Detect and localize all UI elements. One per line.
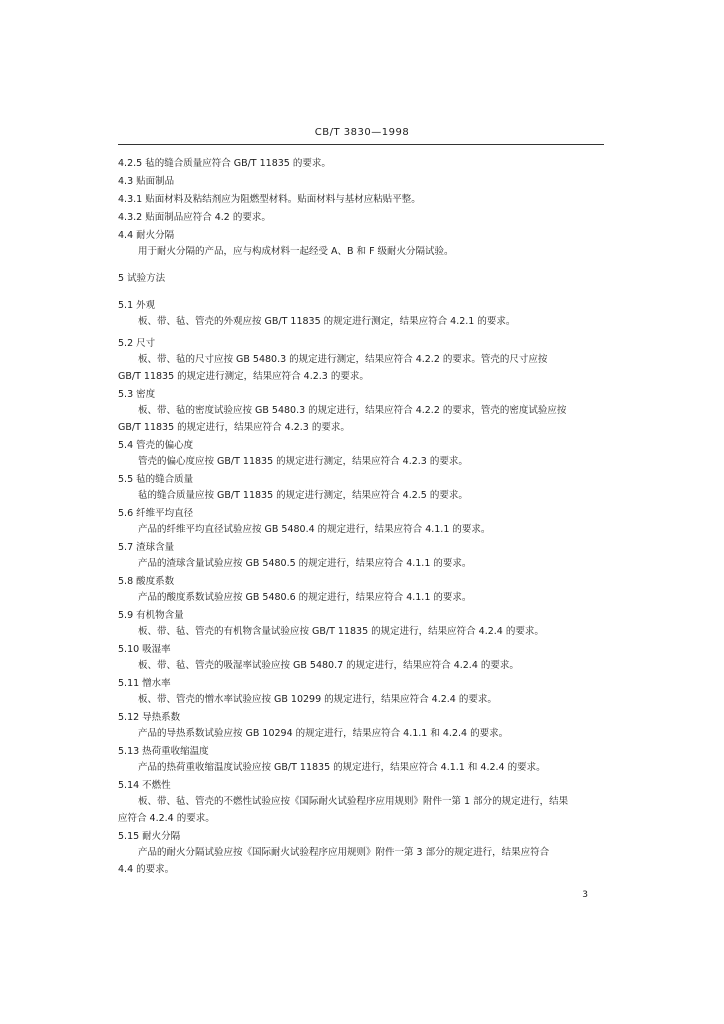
page-number: 3: [582, 890, 588, 900]
section-heading-5-14: 5.14 不燃性: [118, 780, 171, 791]
paragraph-4-4: 用于耐火分隔的产品，应与构成材料一起经受 A、B 和 F 级耐火分隔试验。: [138, 246, 454, 257]
document-body: [118, 157, 604, 876]
paragraph-5-15-line-2: 4.4 的要求。: [118, 864, 175, 875]
section-heading-5-10: 5.10 吸湿率: [118, 644, 171, 655]
section-heading-4-4: 4.4 耐火分隔: [118, 230, 175, 241]
clause-4-3-2: 4.3.2 贴面制品应符合 4.2 的要求。: [118, 212, 271, 223]
paragraph-5-13: 产品的热荷重收缩温度试验应按 GB/T 11835 的规定进行，结果应符合 4.1.1 和 4.2.4 的要求。: [138, 762, 546, 773]
paragraph-5-2-line-1: 板、带、毡的尺寸应按 GB 5480.3 的规定进行测定，结果应符合 4.2.2 的要求。管壳的尺寸应按: [138, 354, 548, 365]
paragraph-5-7: 产品的渣球含量试验应按 GB 5480.5 的规定进行，结果应符合 4.1.1 的要求。: [138, 558, 472, 569]
section-heading-5-9: 5.9 有机物含量: [118, 610, 184, 621]
header-rule: [118, 144, 604, 145]
paragraph-5-6: 产品的纤维平均直径试验应按 GB 5480.4 的规定进行，结果应符合 4.1.1 的要求。: [138, 524, 491, 535]
paragraph-5-8: 产品的酸度系数试验应按 GB 5480.6 的规定进行，结果应符合 4.1.1 的要求。: [138, 592, 472, 603]
section-heading-5-7: 5.7 渣球含量: [118, 542, 175, 553]
paragraph-5-3-line-1: 板、带、毡的密度试验应按 GB 5480.3 的规定进行，结果应符合 4.2.2 的要求，管壳的密度试验应按: [138, 405, 567, 416]
section-heading-5-1: 5.1 外观: [118, 300, 156, 311]
paragraph-5-2-line-2: GB/T 11835 的规定进行测定，结果应符合 4.2.3 的要求。: [118, 371, 369, 382]
section-heading-5-5: 5.5 毡的缝合质量: [118, 474, 194, 485]
paragraph-5-14-line-2: 应符合 4.2.4 的要求。: [118, 813, 215, 824]
section-heading-5-15: 5.15 耐火分隔: [118, 831, 181, 842]
paragraph-5-5: 毡的缝合质量应按 GB/T 11835 的规定进行测定，结果应符合 4.2.5 的要求。: [138, 490, 468, 501]
section-heading-5-8: 5.8 酸度系数: [118, 576, 175, 587]
paragraph-5-9: 板、带、毡、管壳的有机物含量试验应按 GB/T 11835 的规定进行，结果应符合 4.2.4 的要求。: [138, 626, 544, 637]
clause-4-3-1: 4.3.1 贴面材料及粘结剂应为阻燃型材料。贴面材料与基材应粘贴平整。: [118, 194, 421, 205]
paragraph-5-10: 板、带、毡、管壳的吸湿率试验应按 GB 5480.7 的规定进行，结果应符合 4.2.4 的要求。: [138, 660, 519, 671]
paragraph-5-1: 板、带、毡、管壳的外观应按 GB/T 11835 的规定进行测定，结果应符合 4.2.1 的要求。: [138, 316, 516, 327]
section-heading-4-3: 4.3 贴面制品: [118, 176, 175, 187]
clause-4-2-5: 4.2.5 毡的缝合质量应符合 GB/T 11835 的要求。: [118, 158, 331, 169]
section-heading-5-11: 5.11 憎水率: [118, 678, 171, 689]
section-heading-5-2: 5.2 尺寸: [118, 338, 156, 349]
paragraph-5-4: 管壳的偏心度应按 GB/T 11835 的规定进行测定，结果应符合 4.2.3 的要求。: [138, 456, 468, 467]
section-heading-5-6: 5.6 纤维平均直径: [118, 508, 194, 519]
paragraph-5-3-line-2: GB/T 11835 的规定进行，结果应符合 4.2.3 的要求。: [118, 422, 350, 433]
paragraph-5-14-line-1: 板、带、毡、管壳的不燃性试验应按《国际耐火试验程序应用规则》附件一第 1 部分的规定进行，结果: [138, 796, 569, 807]
standard-number-header: CB/T 3830—1998: [314, 127, 410, 138]
section-heading-5-3: 5.3 密度: [118, 389, 156, 400]
paragraph-5-15-line-1: 产品的耐火分隔试验应按《国际耐火试验程序应用规则》附件一第 3 部分的规定进行，结果应符合: [138, 847, 550, 858]
section-heading-5-13: 5.13 热荷重收缩温度: [118, 746, 209, 757]
section-heading-5-12: 5.12 导热系数: [118, 712, 181, 723]
section-heading-5-4: 5.4 管壳的偏心度: [118, 440, 194, 451]
paragraph-5-11: 板、带、管壳的憎水率试验应按 GB 10299 的规定进行，结果应符合 4.2.4 的要求。: [138, 694, 497, 705]
chapter-heading-5: 5 试验方法: [118, 273, 166, 284]
paragraph-5-12: 产品的导热系数试验应按 GB 10294 的规定进行，结果应符合 4.1.1 和 4.2.4 的要求。: [138, 728, 509, 739]
